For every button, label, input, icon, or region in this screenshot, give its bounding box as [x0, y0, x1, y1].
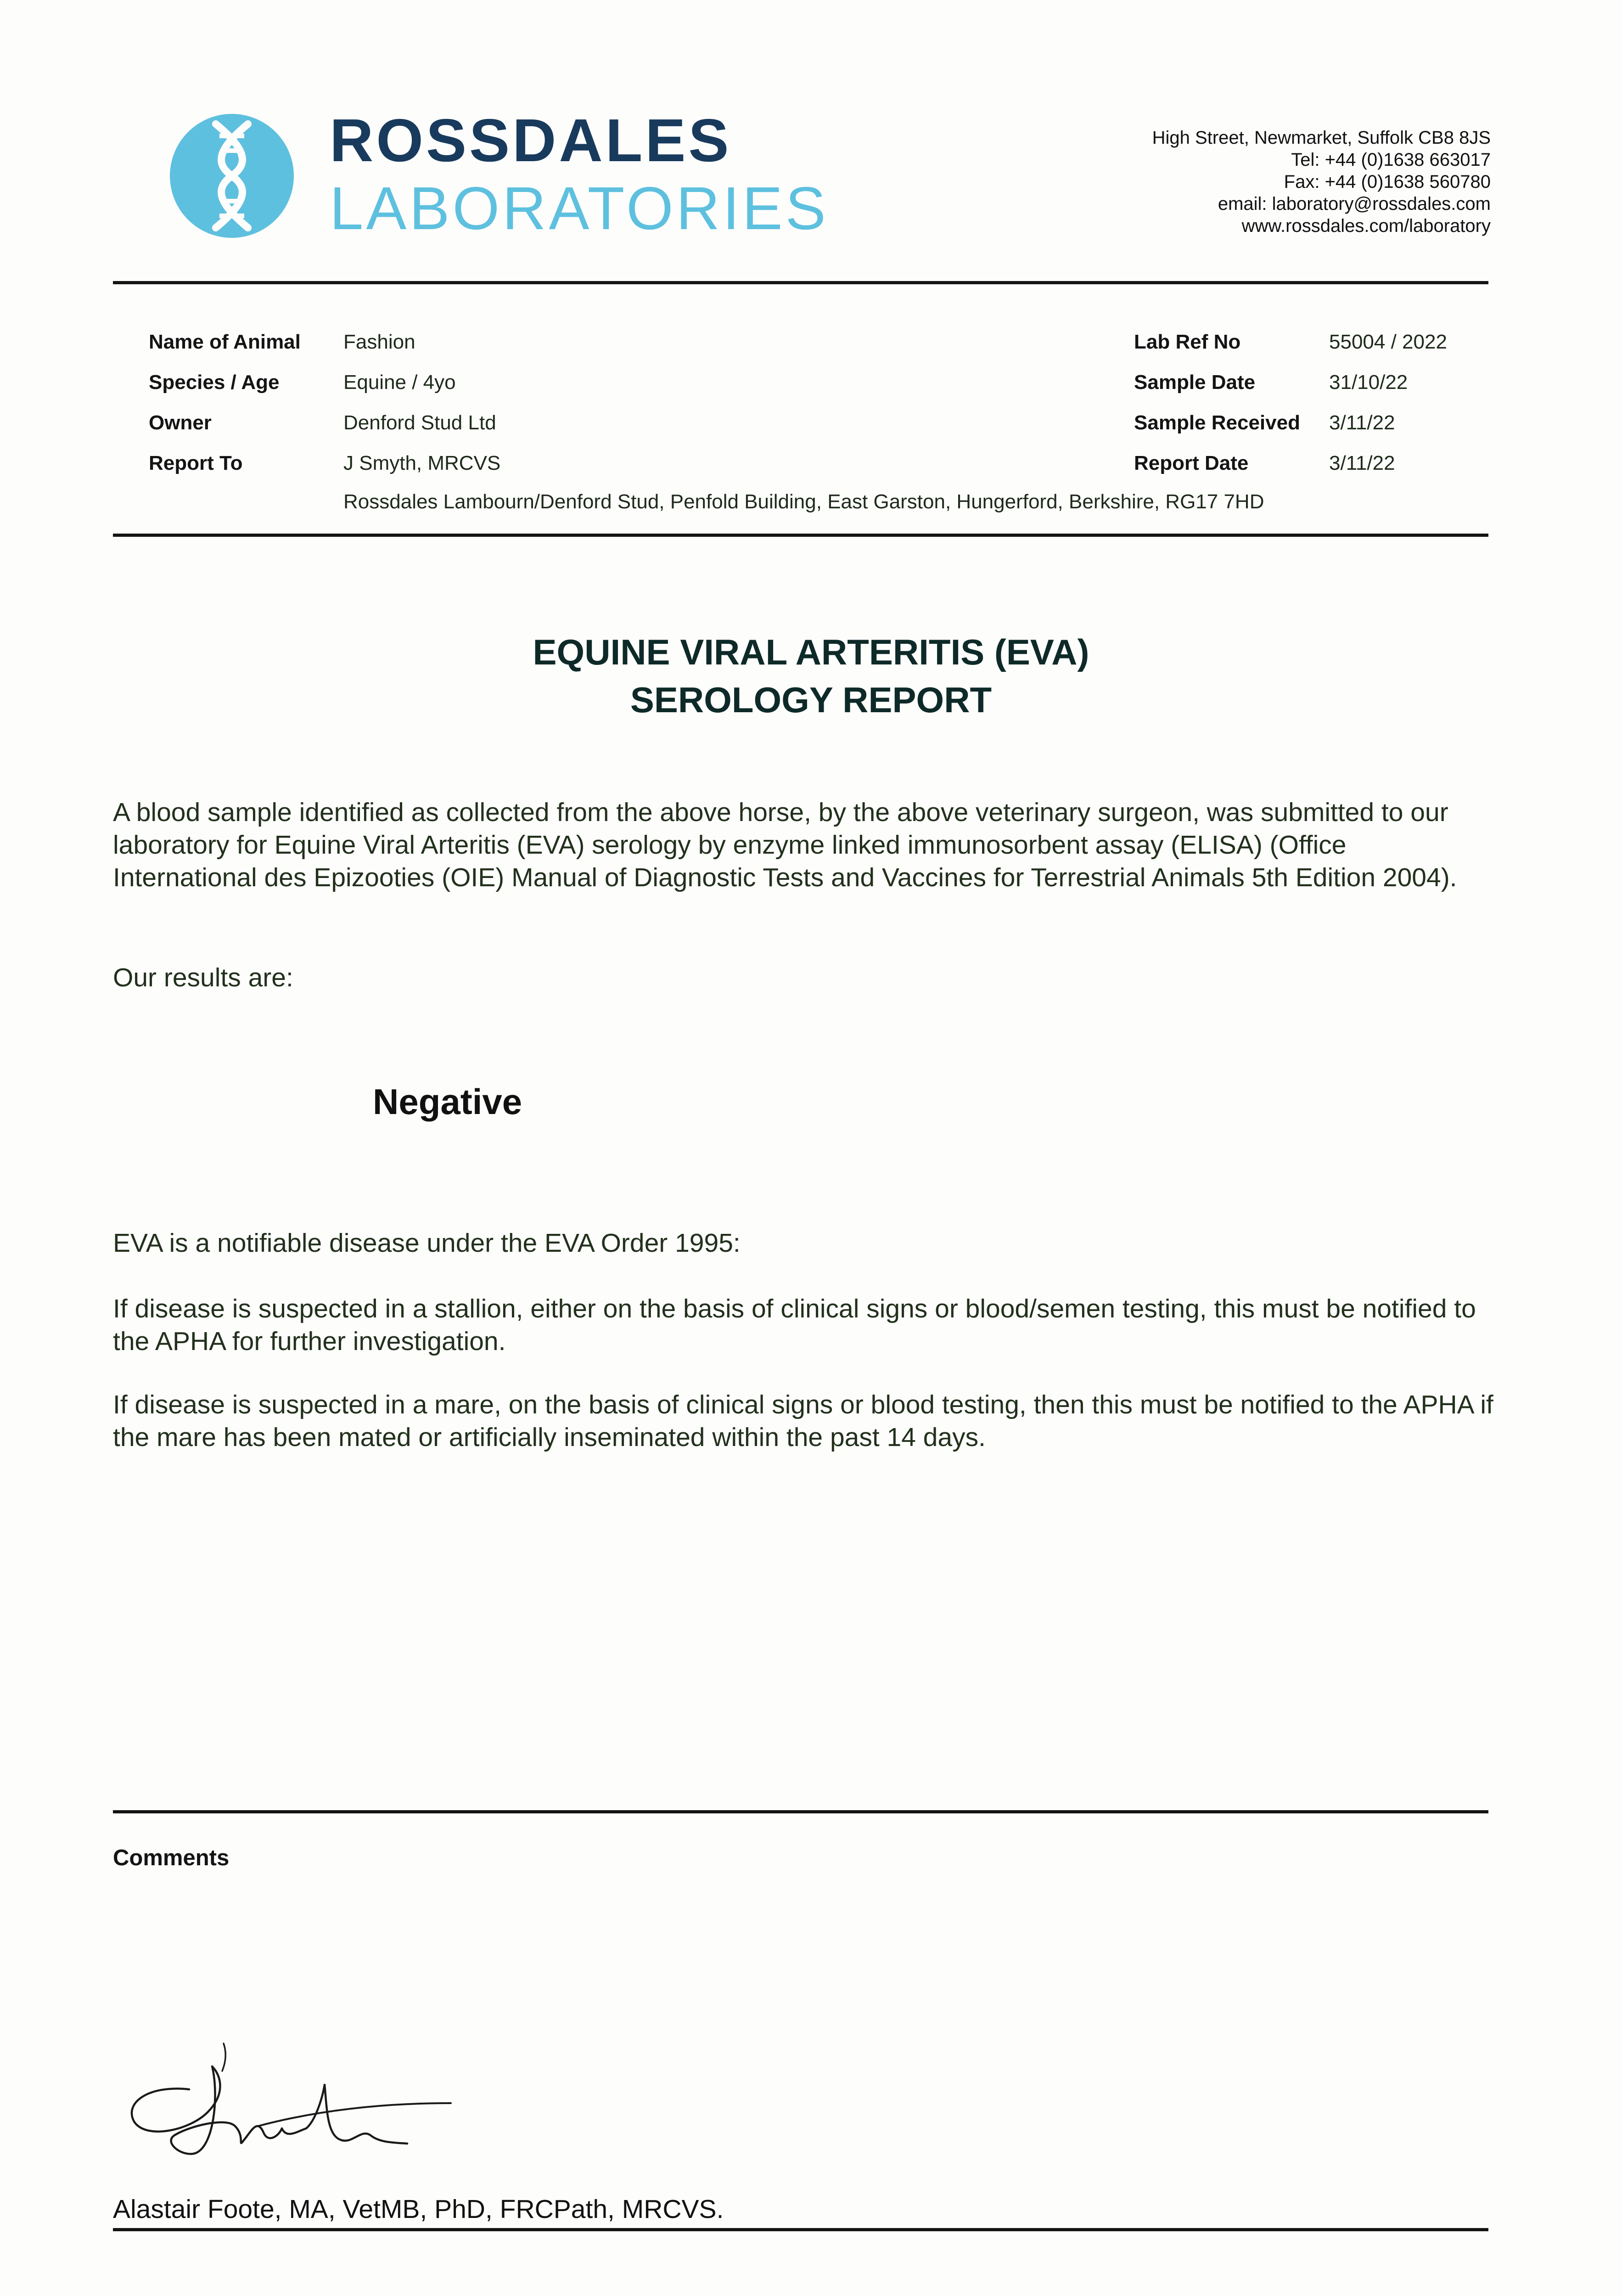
report-title-line1: EQUINE VIRAL ARTERITIS (EVA): [533, 632, 1089, 672]
dna-helix-icon: [170, 114, 294, 238]
comments-divider: [113, 1810, 1488, 1813]
contact-email[interactable]: email: laboratory@rossdales.com: [1218, 194, 1491, 214]
name-label: Name of Animal: [149, 331, 301, 353]
stallion-paragraph: If disease is suspected in a stallion, either on the basis of clinical signs or blood/semen testing, this must be notified to the APHA for further investigation.: [113, 1294, 1476, 1356]
report-to-value: J Smyth, MRCVS: [343, 452, 501, 474]
report-title: [0, 628, 1622, 724]
contact-tel: Tel: +44 (0)1638 663017: [1291, 150, 1491, 170]
lab-ref-label: Lab Ref No: [1134, 331, 1241, 353]
signature: [120, 2034, 478, 2172]
header-divider: [113, 281, 1488, 284]
brand-name: ROSSDALES: [330, 107, 732, 174]
species-label: Species / Age: [149, 371, 280, 394]
intro-paragraph: A blood sample identified as collected from the above horse, by the above veterinary surgeon, was submitted to our laboratory for Equine Viral Arteritis (EVA) serology by enzyme linked immunosorbent assay (ELISA) (Office International des Epizooties (OIE) Manual of Diagnostic Tests and Vaccines for Terrestrial Animals 5th Edition 2004).: [113, 798, 1457, 892]
contact-address: High Street, Newmarket, Suffolk CB8 8JS: [1152, 128, 1491, 148]
owner-label: Owner: [149, 411, 212, 434]
details-divider: [113, 534, 1488, 537]
sample-received-value: 3/11/22: [1329, 411, 1395, 434]
lab-ref-value: 55004 / 2022: [1329, 331, 1447, 353]
result-value: Negative: [373, 1081, 522, 1122]
brand-subtitle: LABORATORIES: [330, 174, 829, 242]
contact-website[interactable]: www.rossdales.com/laboratory: [1241, 216, 1491, 236]
report-to-label: Report To: [149, 452, 243, 474]
species-value: Equine / 4yo: [343, 371, 456, 394]
sample-date-value: 31/10/22: [1329, 371, 1408, 394]
comments-label: Comments: [113, 1846, 230, 1870]
report-to-address: Rossdales Lambourn/Denford Stud, Penfold Building, East Garston, Hungerford, Berkshire, RG17 7HD: [343, 490, 1264, 513]
report-title-line2: SEROLOGY REPORT: [630, 680, 992, 720]
name-value: Fashion: [343, 331, 415, 353]
report-date-value: 3/11/22: [1329, 452, 1395, 474]
notifiable-paragraph: EVA is a notifiable disease under the EVA Order 1995:: [113, 1228, 741, 1258]
mare-paragraph: If disease is suspected in a mare, on the basis of clinical signs or blood testing, then this must be notified to the APHA if the mare has been mated or artificially inseminated within the past 14 days.: [113, 1390, 1493, 1452]
sample-received-label: Sample Received: [1134, 411, 1300, 434]
sample-date-label: Sample Date: [1134, 371, 1256, 394]
contact-fax: Fax: +44 (0)1638 560780: [1284, 172, 1491, 192]
results-intro: Our results are:: [113, 963, 293, 992]
owner-value: Denford Stud Ltd: [343, 411, 496, 434]
report-date-label: Report Date: [1134, 452, 1249, 474]
signatory-name: Alastair Foote, MA, VetMB, PhD, FRCPath, MRCVS.: [113, 2195, 724, 2224]
contact-block: [1152, 127, 1491, 237]
footer-divider: [113, 2228, 1488, 2231]
